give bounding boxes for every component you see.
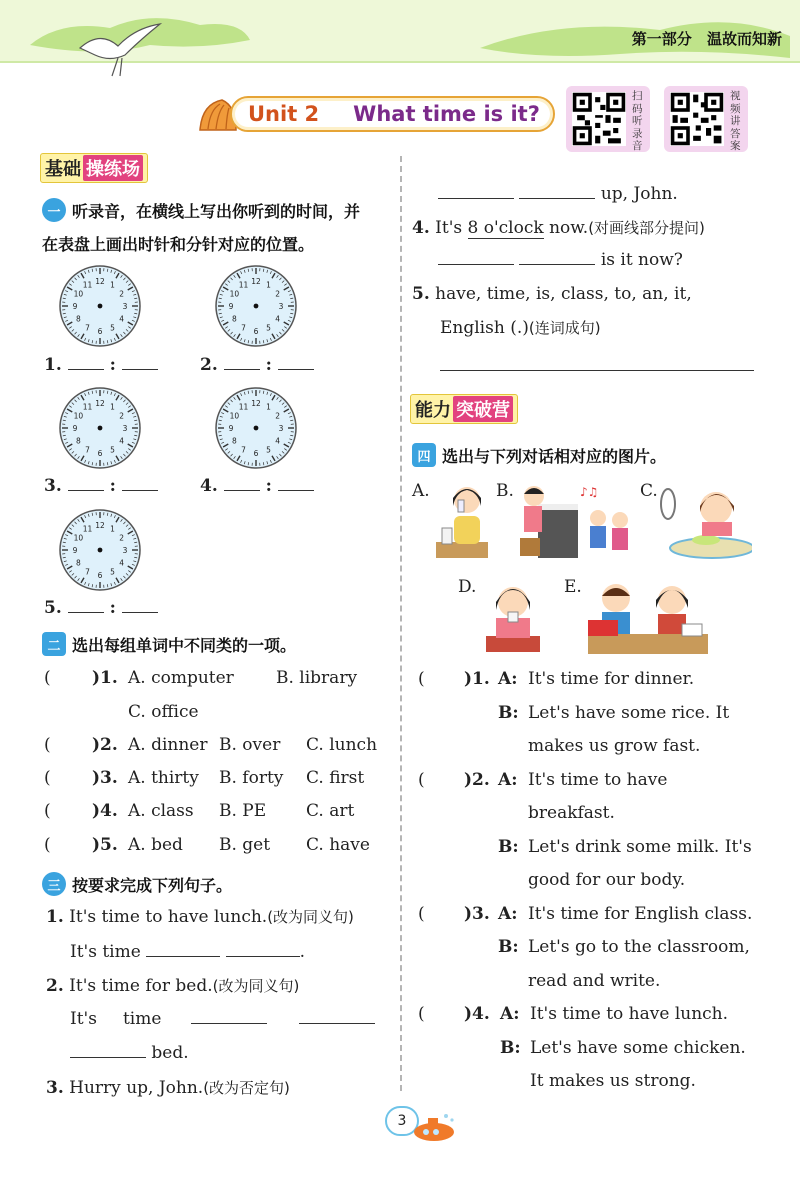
svg-text:4: 4 <box>275 314 281 324</box>
tag-highlight: 操练场 <box>83 155 143 181</box>
svg-text:8: 8 <box>231 436 237 446</box>
option-c: C. office <box>128 702 199 722</box>
speaker-a: A: <box>500 1004 520 1024</box>
tag-text: 基础 <box>45 159 81 180</box>
svg-text:10: 10 <box>229 289 240 299</box>
answer-blank[interactable] <box>68 490 104 491</box>
svg-text:6: 6 <box>253 327 259 336</box>
question-note: (改为否定句) <box>203 1079 290 1097</box>
answer-paren-close: ) <box>464 770 473 790</box>
part3-title: 按要求完成下列句子。 <box>72 875 233 895</box>
part3-q1-answer[interactable] <box>70 942 305 962</box>
answer-paren-close: ) <box>464 1004 473 1024</box>
svg-text:4: 4 <box>275 436 281 446</box>
question-note: (对画线部分提问) <box>588 219 705 237</box>
part3-q5-line2 <box>440 317 601 338</box>
svg-text:9: 9 <box>72 302 78 311</box>
answer-blank[interactable] <box>70 1057 146 1058</box>
dialog-number-wrap <box>464 770 490 790</box>
svg-text:12: 12 <box>95 521 105 530</box>
speaker-a-text: It's time for English class. <box>528 904 753 924</box>
part3-q2 <box>46 975 299 996</box>
part1-line1: 听录音，在横线上写出你听到的时间，并 <box>72 201 361 221</box>
qr-label: 视频讲答案 <box>730 90 741 152</box>
svg-text:♪♫: ♪♫ <box>580 485 599 499</box>
option-a: A. thirty <box>128 768 199 788</box>
colon: : <box>109 598 116 618</box>
row-number: 5. <box>100 835 118 855</box>
item-number: 4. <box>200 476 218 496</box>
svg-text:7: 7 <box>85 323 90 333</box>
svg-text:12: 12 <box>251 277 261 286</box>
item-number: 1. <box>44 355 62 375</box>
question-number: 4. <box>412 218 430 238</box>
answer-paren-close: ) <box>464 669 473 689</box>
part1-line2: 在表盘上画出时针和分针对应的位置。 <box>42 235 315 254</box>
answer-paren-open[interactable]: ( <box>44 835 51 855</box>
colon: : <box>109 355 116 375</box>
answer-suffix: up, John. <box>600 184 678 204</box>
svg-text:4: 4 <box>119 436 125 446</box>
answer-suffix: is it now? <box>600 250 683 270</box>
svg-text:1: 1 <box>266 280 271 290</box>
svg-text:12: 12 <box>95 399 105 408</box>
answer-period: . <box>299 942 306 962</box>
part3-q3-answer[interactable] <box>438 184 678 204</box>
qr-code-video[interactable] <box>664 86 748 152</box>
answer-paren-open[interactable]: ( <box>418 1004 425 1024</box>
option-c: C. art <box>306 801 355 821</box>
answer-blank[interactable] <box>224 490 260 491</box>
option-a: A. bed <box>128 835 183 855</box>
answer-blank[interactable] <box>438 264 514 265</box>
part-badge: 二 <box>42 632 66 656</box>
answer-blank[interactable] <box>278 490 314 491</box>
question-note: (改为同义句) <box>267 908 354 926</box>
option-c: C. first <box>306 768 365 788</box>
answer-paren-close: ) <box>464 904 473 924</box>
qr-label: 扫码听录音 <box>632 90 643 152</box>
svg-text:10: 10 <box>73 411 84 421</box>
svg-text:2: 2 <box>119 411 125 421</box>
option-b: B. over <box>219 735 281 755</box>
option-b: B. library <box>276 668 358 688</box>
svg-text:6: 6 <box>97 571 103 580</box>
svg-text:9: 9 <box>72 424 78 433</box>
part3-q1 <box>46 906 354 927</box>
clock-item-1[interactable] <box>44 355 158 375</box>
clock-item-2[interactable] <box>200 355 314 375</box>
speaker-b-text: Let's have some rice. It <box>528 703 730 723</box>
answer-line[interactable] <box>440 370 754 371</box>
picture-label-e: E. <box>564 577 582 597</box>
part1-line2-wrap <box>42 232 314 255</box>
svg-text:9: 9 <box>228 302 234 311</box>
option-a: A. computer <box>128 668 234 688</box>
svg-text:6: 6 <box>253 449 259 458</box>
item-number: 3. <box>44 476 62 496</box>
picture-e-kids-reading <box>586 576 710 656</box>
speaker-b: B: <box>498 703 519 723</box>
part3-q5 <box>412 284 692 304</box>
part3-heading <box>42 872 232 896</box>
option-b: B. forty <box>219 768 284 788</box>
answer-blank[interactable] <box>519 264 595 265</box>
answer-blank[interactable] <box>438 198 514 199</box>
svg-text:8: 8 <box>75 314 81 324</box>
svg-text:3: 3 <box>278 424 284 433</box>
item-number: 2. <box>200 355 218 375</box>
svg-text:5: 5 <box>110 445 115 455</box>
svg-text:7: 7 <box>241 445 246 455</box>
row-number: 3. <box>100 768 118 788</box>
unit-question: What time is it? <box>353 102 540 126</box>
picture-d-girl-drinking <box>484 576 542 654</box>
question-number: 5. <box>412 284 430 304</box>
part3-q3 <box>46 1077 290 1098</box>
answer-paren-close: ) <box>92 735 101 755</box>
svg-text:9: 9 <box>228 424 234 433</box>
svg-text:8: 8 <box>231 314 237 324</box>
answer-blank[interactable] <box>122 490 158 491</box>
svg-text:1: 1 <box>110 402 115 412</box>
underlined-phrase: 8 o'clock <box>467 218 544 238</box>
answer-prefix: It's <box>70 1009 97 1029</box>
answer-paren-close: ) <box>92 835 101 855</box>
picture-label-b: B. <box>496 481 514 501</box>
column-divider <box>400 156 402 1091</box>
picture-b-piano-kids <box>516 478 634 560</box>
svg-text:1: 1 <box>266 402 271 412</box>
page-number-text: 3 <box>397 1113 407 1129</box>
unit-title <box>230 96 555 132</box>
answer-blank[interactable] <box>226 956 300 957</box>
part4-heading <box>412 443 666 467</box>
part1-heading <box>42 198 360 222</box>
answer-paren-open[interactable]: ( <box>418 669 425 689</box>
answer-blank[interactable] <box>224 369 260 370</box>
question-text: Hurry up, John. <box>69 1078 204 1098</box>
question-text: now. <box>549 218 589 238</box>
option-a: A. class <box>128 801 194 821</box>
answer-blank[interactable] <box>191 1023 267 1024</box>
question-text: It's <box>435 218 463 238</box>
svg-text:10: 10 <box>229 411 240 421</box>
picture-c-girl-eating <box>658 478 752 560</box>
clock-face-icon <box>214 264 298 348</box>
svg-text:5: 5 <box>110 323 115 333</box>
svg-text:8: 8 <box>75 558 81 568</box>
option-c: C. lunch <box>306 735 378 755</box>
row-number-wrap <box>92 801 118 821</box>
svg-text:7: 7 <box>85 567 90 577</box>
answer-blank[interactable] <box>122 612 158 613</box>
clock-face-icon <box>214 386 298 470</box>
part4-title: 选出与下列对话相对应的图片。 <box>442 446 667 466</box>
svg-text:2: 2 <box>119 533 125 543</box>
answer-prefix: It's time <box>70 942 141 962</box>
option-b: B. get <box>219 835 271 855</box>
answer-blank[interactable] <box>68 612 104 613</box>
svg-text:2: 2 <box>275 411 281 421</box>
part3-q4 <box>412 217 705 238</box>
question-words: English (.) <box>440 318 529 338</box>
row-number-wrap <box>92 835 118 855</box>
svg-text:4: 4 <box>119 314 125 324</box>
svg-text:11: 11 <box>82 524 93 534</box>
clock-face-icon <box>58 264 142 348</box>
speaker-b-text: good for our body. <box>528 870 686 890</box>
picture-label-d: D. <box>458 577 477 597</box>
clock-face-icon <box>58 386 142 470</box>
answer-paren-open[interactable]: ( <box>44 801 51 821</box>
dialog-number-wrap <box>464 904 490 924</box>
tag-text: 能力 <box>415 400 451 421</box>
question-number: 2. <box>46 976 64 996</box>
item-number: 5. <box>44 598 62 618</box>
part3-q4-answer[interactable] <box>438 250 683 270</box>
speaker-b-text: Let's go to the classroom, <box>528 937 750 957</box>
speaker-b-text: makes us grow fast. <box>528 736 701 756</box>
clock-item-5[interactable] <box>44 598 158 618</box>
speaker-a-text: It's time to have lunch. <box>530 1004 729 1024</box>
clock-item-4[interactable] <box>200 476 314 496</box>
clock-face-icon <box>58 508 142 592</box>
basic-level-tag <box>40 153 148 183</box>
question-words: have, time, is, class, to, an, it, <box>435 284 692 304</box>
row-number: 1. <box>100 668 118 688</box>
question-text: It's time to have lunch. <box>69 907 268 927</box>
row-number-wrap <box>92 668 118 688</box>
speaker-b-text: It makes us strong. <box>530 1071 696 1091</box>
question-number: 1. <box>46 907 64 927</box>
ability-level-tag <box>410 394 518 424</box>
answer-blank[interactable] <box>68 369 104 370</box>
part2-title: 选出每组单词中不同类的一项。 <box>72 635 297 655</box>
question-note: (连词成句) <box>528 319 601 337</box>
part3-q2-answer-line1[interactable] <box>70 1009 375 1029</box>
row-number: 4. <box>100 801 118 821</box>
svg-text:10: 10 <box>73 289 84 299</box>
answer-paren-open[interactable]: ( <box>44 668 51 688</box>
answer-blank[interactable] <box>299 1023 375 1024</box>
speaker-a-text: breakfast. <box>528 803 615 823</box>
svg-text:1: 1 <box>110 280 115 290</box>
svg-text:3: 3 <box>278 302 284 311</box>
svg-text:3: 3 <box>122 424 128 433</box>
answer-paren-open[interactable]: ( <box>44 768 51 788</box>
speaker-a: A: <box>498 669 518 689</box>
svg-text:11: 11 <box>238 280 249 290</box>
dialog-number: 3. <box>472 904 490 924</box>
speaker-b-text: Let's drink some milk. It's <box>528 837 752 857</box>
answer-paren-open[interactable]: ( <box>44 735 51 755</box>
svg-text:1: 1 <box>110 524 115 534</box>
picture-label-c: C. <box>640 481 658 501</box>
svg-text:3: 3 <box>122 546 128 555</box>
svg-text:7: 7 <box>85 445 90 455</box>
speaker-b: B: <box>498 837 519 857</box>
speaker-b: B: <box>500 1038 521 1058</box>
answer-word: time <box>122 1009 162 1029</box>
question-note: (改为同义句) <box>212 977 300 995</box>
colon: : <box>265 355 272 375</box>
speaker-a: A: <box>498 904 518 924</box>
svg-text:2: 2 <box>119 289 125 299</box>
answer-paren-open[interactable]: ( <box>418 904 425 924</box>
svg-text:11: 11 <box>82 402 93 412</box>
speaker-b: B: <box>498 937 519 957</box>
svg-text:11: 11 <box>238 402 249 412</box>
qr-code-icon <box>572 92 626 146</box>
svg-text:12: 12 <box>251 399 261 408</box>
question-number: 3. <box>46 1078 64 1098</box>
option-c: C. have <box>306 835 370 855</box>
svg-text:9: 9 <box>72 546 78 555</box>
dialog-number-wrap <box>464 1004 490 1024</box>
answer-blank[interactable] <box>519 198 595 199</box>
option-a: A. dinner <box>128 735 208 755</box>
svg-text:5: 5 <box>110 567 115 577</box>
speaker-a-text: It's time for dinner. <box>528 669 695 689</box>
colon: : <box>109 476 116 496</box>
svg-text:6: 6 <box>97 327 103 336</box>
svg-text:4: 4 <box>119 558 125 568</box>
row-number-wrap <box>92 735 118 755</box>
question-text: It's time for bed. <box>69 976 213 996</box>
svg-text:3: 3 <box>122 302 128 311</box>
svg-text:5: 5 <box>266 323 271 333</box>
svg-text:2: 2 <box>275 289 281 299</box>
section-header <box>632 28 782 49</box>
svg-text:12: 12 <box>95 277 105 286</box>
part3-q2-answer-line2[interactable] <box>70 1043 189 1063</box>
speaker-a: A: <box>498 770 518 790</box>
answer-word: bed. <box>151 1043 189 1063</box>
speaker-a-text: It's time to have <box>528 770 668 790</box>
part-label: 第一部分 <box>631 30 692 48</box>
row-number: 2. <box>100 735 118 755</box>
answer-paren-close: ) <box>92 801 101 821</box>
answer-blank[interactable] <box>122 369 158 370</box>
qr-code-audio[interactable] <box>566 86 650 152</box>
svg-text:5: 5 <box>266 445 271 455</box>
section-label: 温故而知新 <box>706 30 782 48</box>
submarine-icon <box>410 1112 458 1144</box>
svg-text:11: 11 <box>82 280 93 290</box>
part-badge: 一 <box>42 198 66 222</box>
answer-blank[interactable] <box>278 369 314 370</box>
unit-label: Unit 2 <box>248 102 320 126</box>
dialog-number-wrap <box>464 669 490 689</box>
picture-a-girl-drinking-milk <box>434 478 490 560</box>
dialog-number: 4. <box>472 1004 490 1024</box>
svg-text:7: 7 <box>241 323 246 333</box>
answer-paren-open[interactable]: ( <box>418 770 425 790</box>
dialog-number: 2. <box>472 770 490 790</box>
svg-text:10: 10 <box>73 533 84 543</box>
answer-blank[interactable] <box>146 956 220 957</box>
option-b: B. PE <box>219 801 267 821</box>
speaker-b-text: read and write. <box>528 971 661 991</box>
colon: : <box>265 476 272 496</box>
part-badge: 四 <box>412 443 436 467</box>
answer-paren-close: ) <box>92 668 101 688</box>
clock-item-3[interactable] <box>44 476 158 496</box>
row-number-wrap <box>92 768 118 788</box>
speaker-b-text: Let's have some chicken. <box>530 1038 746 1058</box>
part-badge: 三 <box>42 872 66 896</box>
svg-text:8: 8 <box>75 436 81 446</box>
dialog-number: 1. <box>472 669 490 689</box>
qr-code-icon <box>670 92 724 146</box>
answer-paren-close: ) <box>92 768 101 788</box>
tag-highlight: 突破营 <box>453 396 513 422</box>
part2-heading <box>42 632 296 656</box>
picture-label-a: A. <box>412 481 430 501</box>
svg-text:6: 6 <box>97 449 103 458</box>
